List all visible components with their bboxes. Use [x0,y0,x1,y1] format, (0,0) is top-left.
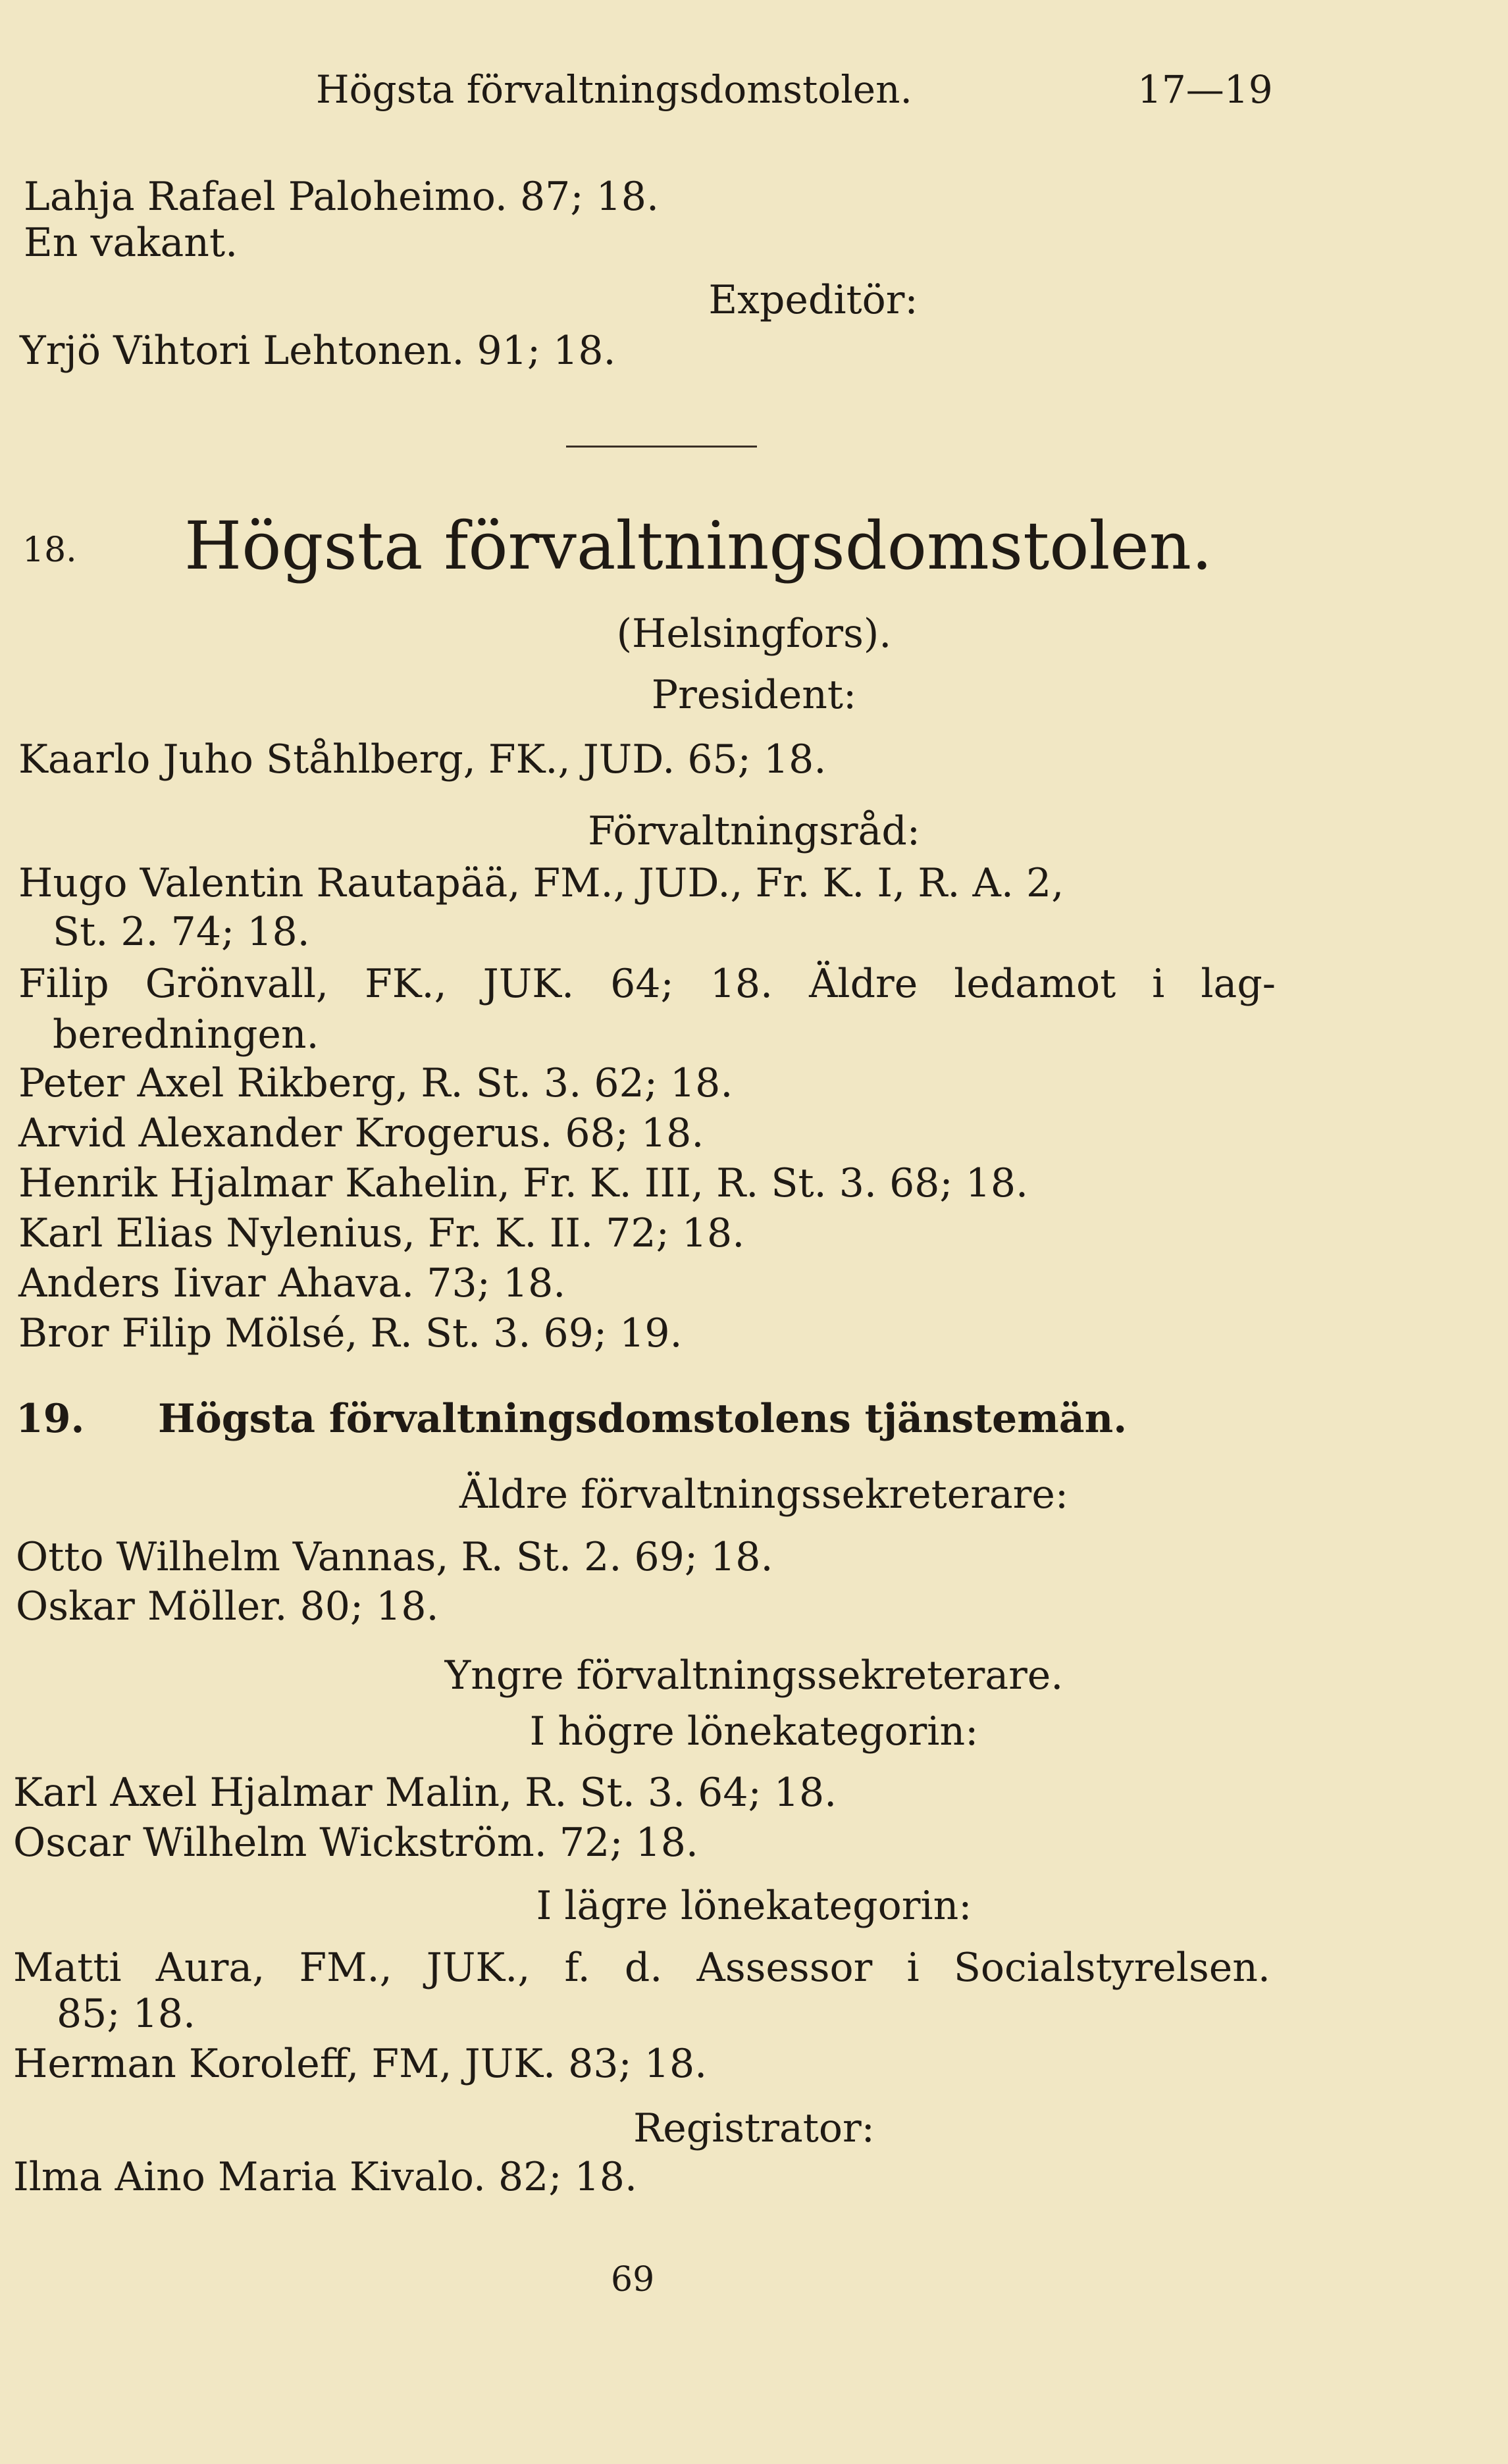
section-heading: Högsta förvaltningsdomstolen. [184,507,1212,584]
junior-secretaries-label: Yngre förvaltningssekreterare. [444,1653,1064,1699]
page-number: 69 [611,2260,655,2299]
lower-category-entry: 85; 18. [57,1991,196,2037]
president-entry: Kaarlo Juho Ståhlberg, FK., JUD. 65; 18. [18,736,827,783]
lower-category-entry: Herman Koroleff, FM, JUK. 83; 18. [13,2041,708,2087]
councillor-entry: Hugo Valentin Rautapää, FM., JUD., Fr. K. I, R. A. 2, [18,860,1064,906]
section-number: 19. [16,1396,85,1442]
councillor-entry: St. 2. 74; 18. [53,909,310,955]
councillor-entry: Arvid Alexander Krogerus. 68; 18. [18,1110,704,1156]
councillor-entry: Filip Grönvall, FK., JUK. 64; 18. Äldre ledamot i lag- [18,961,1276,1007]
councillor-entry: Henrik Hjalmar Kahelin, Fr. K. III, R. St. 3. 68; 18. [18,1160,1029,1206]
councillor-entry: Anders Iivar Ahava. 73; 18. [18,1260,566,1306]
registrar-label: Registrator: [633,2105,875,2151]
president-label: President: [651,672,857,718]
section-heading: Högsta förvaltningsdomstolens tjänstemän. [158,1396,1128,1442]
top-line: Yrjö Vihtori Lehtonen. 91; 18. [20,328,616,374]
councillors-label: Förvaltningsråd: [588,808,920,854]
councillor-entry: Peter Axel Rikberg, R. St. 3. 62; 18. [18,1060,733,1106]
registrar-entry: Ilma Aino Maria Kivalo. 82; 18. [13,2154,638,2200]
lower-category-label: I lägre lönekategorin: [536,1883,972,1929]
expeditor-label: Expeditör: [708,277,918,323]
top-line: Lahja Rafael Paloheimo. 87; 18. [24,174,660,220]
separator-rule [566,446,757,448]
higher-category-entry: Oscar Wilhelm Wickström. 72; 18. [13,1820,698,1866]
councillor-entry: Bror Filip Mölsé, R. St. 3. 69; 19. [18,1310,683,1356]
running-head-title: Högsta förvaltningsdomstolen. [316,67,912,112]
lower-category-entry: Matti Aura, FM., JUK., f. d. Assessor i Socialstyrelsen. [13,1945,1270,1991]
councillor-entry: beredningen. [53,1012,319,1058]
higher-category-label: I högre lönekategorin: [529,1708,979,1755]
section-number: 18. [22,530,77,570]
senior-secretaries-label: Äldre förvaltningssekreterare: [459,1472,1069,1518]
higher-category-entry: Karl Axel Hjalmar Malin, R. St. 3. 64; 18. [13,1770,837,1816]
location: (Helsingfors). [616,611,892,657]
senior-secretary-entry: Oskar Möller. 80; 18. [16,1583,439,1630]
running-head-pages: 17—19 [1137,67,1273,112]
councillor-entry: Karl Elias Nylenius, Fr. K. II. 72; 18. [18,1210,745,1256]
top-line: En vakant. [24,220,238,266]
senior-secretary-entry: Otto Wilhelm Vannas, R. St. 2. 69; 18. [16,1534,773,1580]
